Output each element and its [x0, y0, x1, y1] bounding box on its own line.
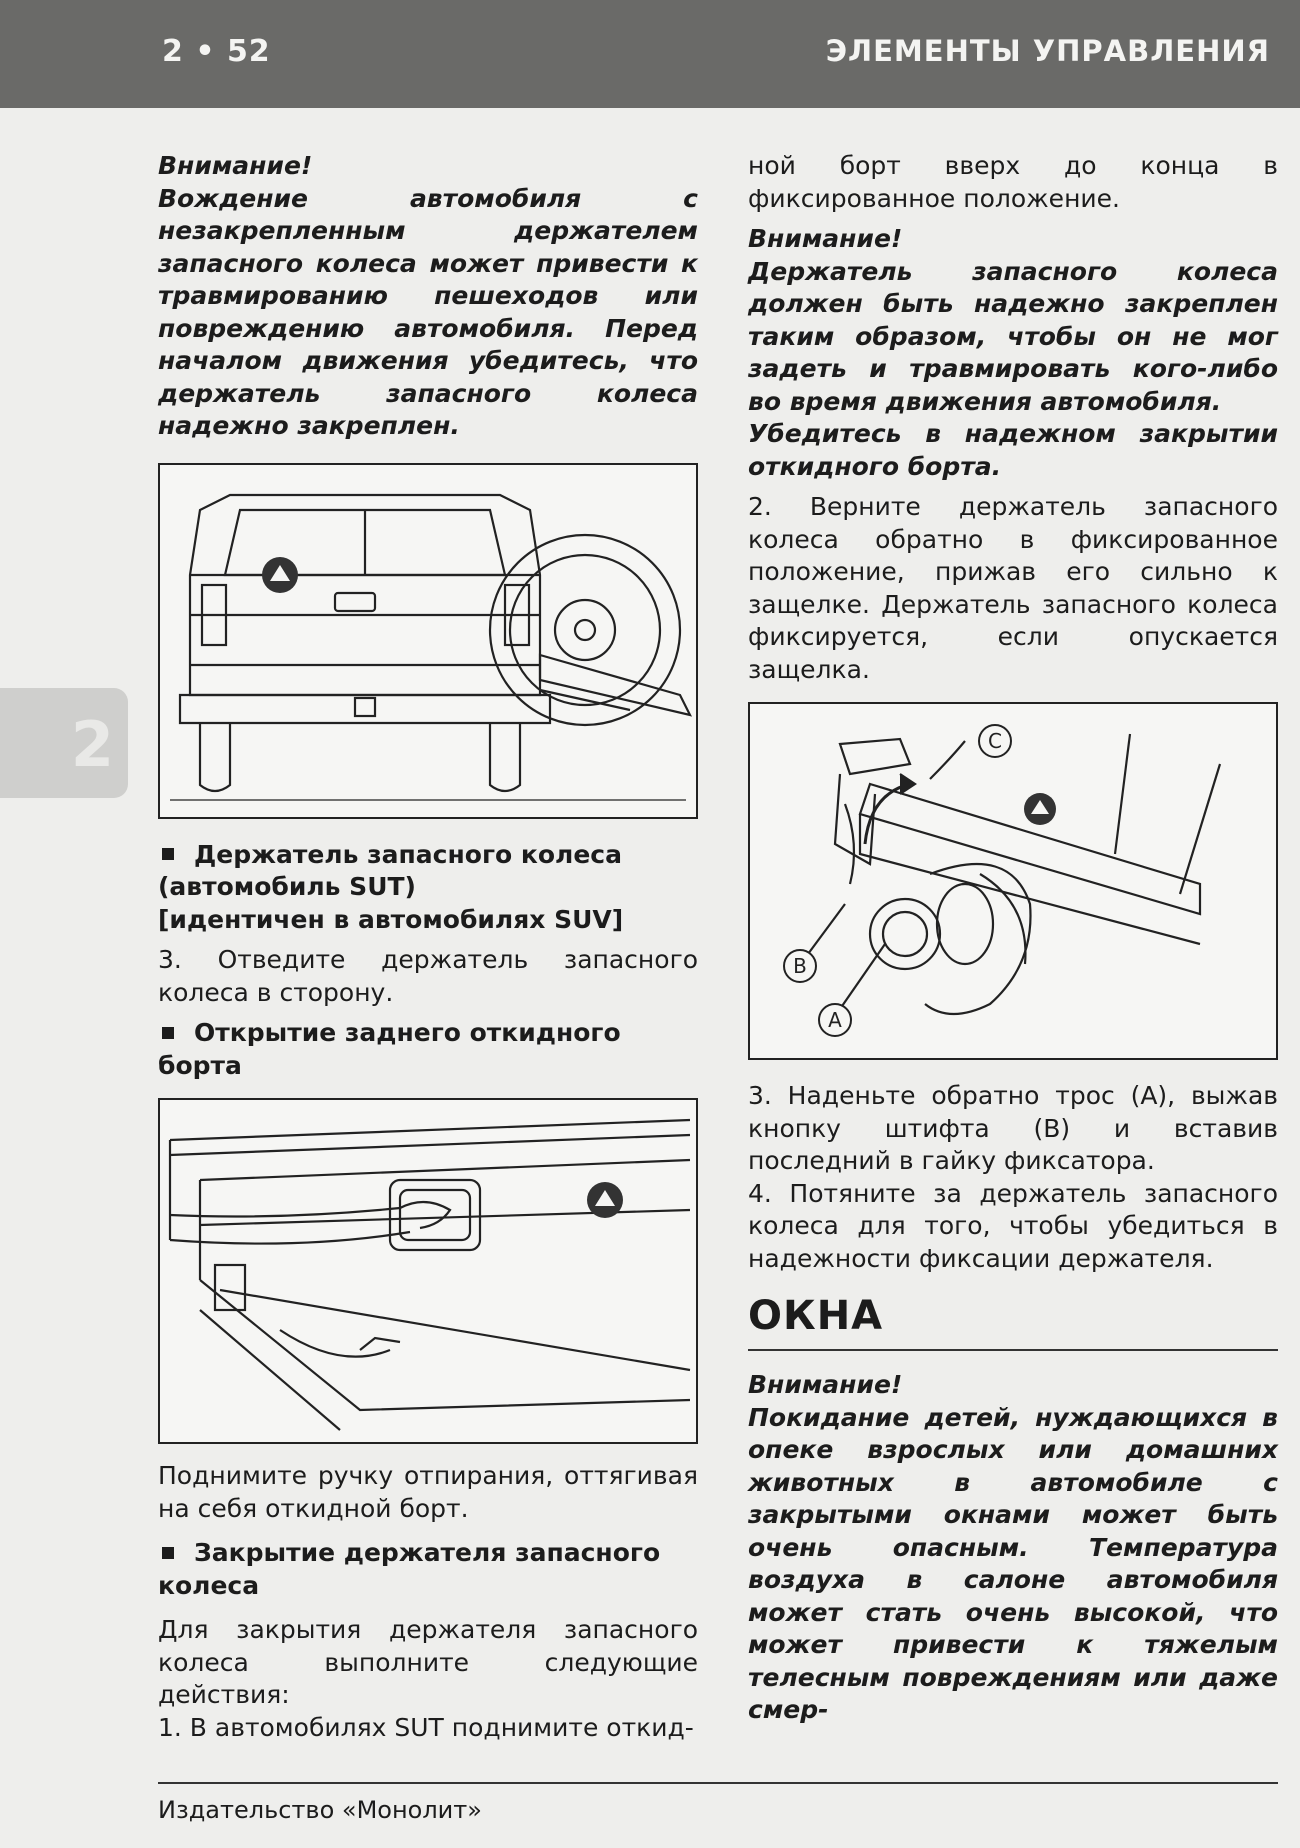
warning-heading: Внимание! [748, 1370, 903, 1399]
step-2: 2. Верните держатель запасного колеса обратно в фиксированное положение, прижав его сильно к защелке. Держатель запасного колеса фиксируется, если опускается защелка. [748, 492, 1278, 684]
section-header-title: ЭЛЕМЕНТЫ УПРАВЛЕНИЯ [825, 34, 1270, 68]
warning-text-2: Убедитесь в надежном закрытии откидного борта. [748, 419, 1278, 481]
page-number: 2 • 52 [162, 34, 271, 69]
heading-text: Закрытие держателя запасного колеса [158, 1538, 661, 1600]
bullet-square-icon [162, 1027, 174, 1039]
tailgate-illustration [160, 1100, 696, 1442]
warning-text: Покидание детей, нуждающихся в опеке взрослых или домашних животных в автомобиле с закрытыми окнами может быть очень опасным. Температура воздуха в салоне автомобиля может стать очень высокой, что может привести к тяжелым телесным повреждениям или даже смер- [748, 1402, 1278, 1724]
footer-publisher: Издательство «Монолит» [158, 1796, 482, 1824]
chapter-number: 2 [70, 708, 114, 781]
section-heading-tailgate [158, 1017, 698, 1082]
continued-text: ной борт вверх до конца в фиксированное положение. [748, 151, 1278, 213]
vehicle-rear-illustration [160, 465, 696, 817]
section-heading-close-carrier [158, 1537, 698, 1602]
warning-heading: Внимание! [158, 151, 313, 180]
step-3-left: 3. Отведите держатель запасного колеса в сторону. [158, 945, 698, 1007]
paragraph-close-instructions: Для закрытия держателя запасного колеса выполните следующие действия: [158, 1615, 698, 1709]
figure-rear-view-vehicle [158, 463, 698, 819]
callout-a-label: A [828, 1008, 842, 1032]
page-header [0, 0, 1300, 108]
figure-carrier-latch [748, 702, 1278, 1060]
bullet-square-icon [162, 1547, 174, 1559]
heading-line-2: (автомобиль SUT) [158, 872, 416, 901]
warning-text: Вождение автомобиля с незакрепленным держателем запасного колеса может привести к травмированию пешеходов или повреждению автомобиля. Перед началом движения убедитесь, что держатель запасного колеса надежно закреплен. [158, 183, 698, 440]
right-column [748, 150, 1278, 1727]
step-4: 4. Потяните за держатель запасного колеса для того, чтобы убедиться в надежности фиксации держателя. [748, 1178, 1278, 1273]
footer-divider [158, 1782, 1278, 1784]
bullet-square-icon [162, 848, 174, 860]
paragraph-lift-handle: Поднимите ручку отпирания, оттягивая на себя откидной борт. [158, 1461, 698, 1523]
warning-heading: Внимание! [748, 224, 903, 253]
warning-text: Держатель запасного колеса должен быть надежно закреплен таким образом, чтобы он не мог задеть и травмировать кого-либо во время движения автомобиля. [748, 256, 1278, 416]
chapter-tab [0, 688, 128, 798]
heading-line-3: [идентичен в автомобилях SUV] [158, 904, 624, 934]
figure-tailgate-handle [158, 1098, 698, 1444]
section-heading-spare-carrier [158, 839, 698, 937]
heading-text: Открытие заднего откидного борта [158, 1018, 621, 1080]
callout-b-label: B [793, 954, 807, 978]
step-1: 1. В автомобилях SUT поднимите откид- [158, 1712, 694, 1742]
step-3-right: 3. Наденьте обратно трос (A), выжав кнопку штифта (B) и вставив последний в гайку фиксатора. [748, 1081, 1278, 1175]
section-title-windows: ОКНА [748, 1287, 1278, 1351]
heading-line-1: Держатель запасного колеса [194, 839, 622, 869]
left-column [158, 150, 698, 1744]
callout-c-label: C [988, 729, 1002, 753]
latch-illustration [750, 704, 1276, 1058]
